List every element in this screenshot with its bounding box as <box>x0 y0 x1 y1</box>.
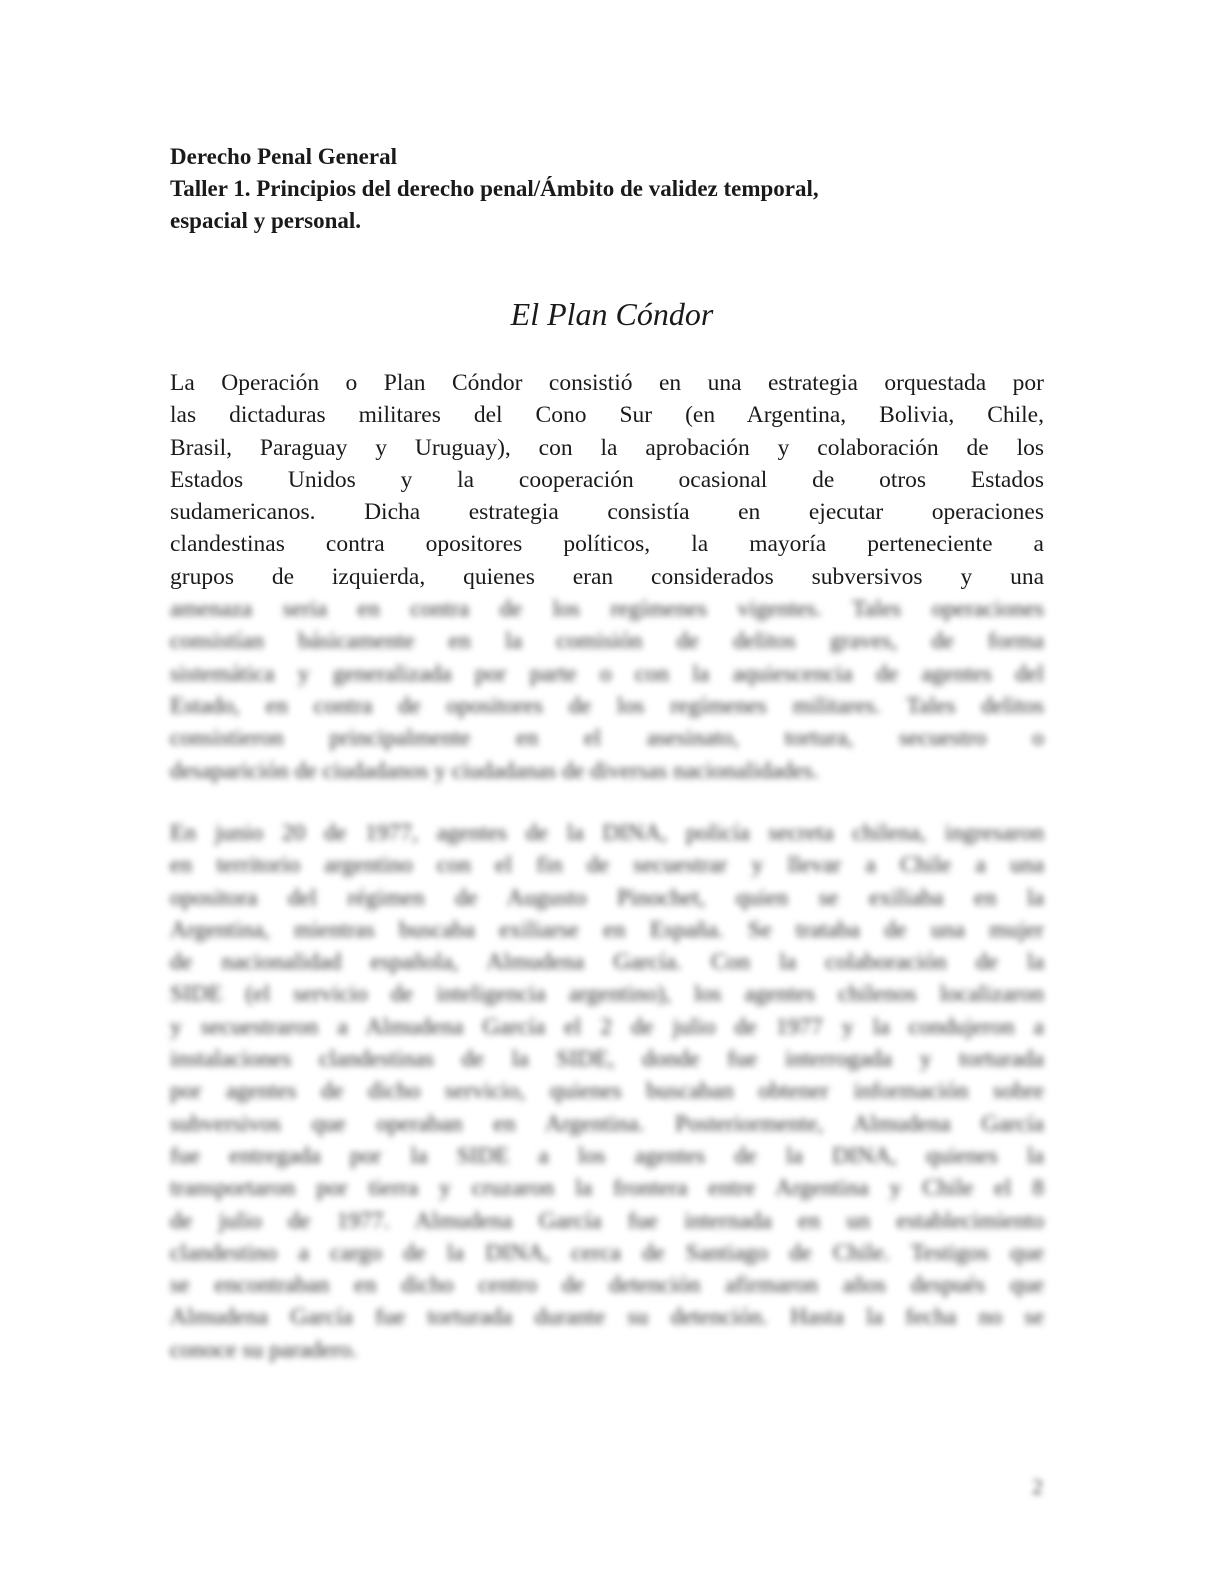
text-line: Estados Unidos y la cooperación ocasional de otros Estados <box>170 466 1044 493</box>
blurred-text-line: consistían básicamente en la comisión de delitos graves, de forma <box>170 628 1044 655</box>
blurred-text-line: de julio de 1977. Almudena García fue internada en un establecimiento <box>170 1207 1044 1234</box>
text-line: clandestinas contra opositores políticos, la mayoría perteneciente a <box>170 531 1044 558</box>
text-line: La Operación o Plan Cóndor consistió en una estrategia orquestada por <box>170 370 1044 396</box>
blurred-text-line: en territorio argentino con el fin de secuestrar y llevar a Chile a una <box>170 852 1044 879</box>
workshop-heading-line1: Taller 1. Principios del derecho penal/Ámbito de validez temporal, <box>170 176 819 201</box>
blurred-text-line: y secuestraron a Almudena García el 2 de julio de 1977 y la condujeron a <box>170 1013 1044 1040</box>
blurred-text-line: de nacionalidad española, Almudena García. Con la colaboración de la <box>170 949 1044 976</box>
blurred-text-line: conoce su paradero. <box>170 1336 358 1363</box>
blurred-text-line: transportaron por tierra y cruzaron la frontera entre Argentina y Chile el 8 <box>170 1175 1044 1202</box>
blurred-text-line: se encontraban en dicho centro de detención afirmaron años después que <box>170 1272 1044 1299</box>
blurred-text-line: sistemática y generalizada por parte o con la aquiescencia de agentes del <box>170 660 1044 687</box>
course-heading: Derecho Penal General <box>170 144 397 169</box>
text-line: grupos de izquierda, quienes eran considerados subversivos y una <box>170 563 1044 590</box>
blurred-text-line: fue entregada por la SIDE a los agentes de la DINA, quienes la <box>170 1142 1044 1169</box>
text-line: Brasil, Paraguay y Uruguay), con la aprobación y colaboración de los <box>170 434 1044 461</box>
workshop-heading-line2: espacial y personal. <box>170 208 362 233</box>
paragraph-1 <box>170 367 1044 787</box>
blurred-text-line: por agentes de dicho servicio, quienes buscaban obtener información sobre <box>170 1078 1044 1105</box>
text-line: sudamericanos. Dicha estrategia consistía en ejecutar operaciones <box>170 499 1044 526</box>
text-line: las dictaduras militares del Cono Sur (en Argentina, Bolivia, Chile, <box>170 402 1044 429</box>
blurred-text-line: consistieron principalmente en el asesinato, tortura, secuestro o <box>170 725 1044 752</box>
page-number: 2 <box>1032 1474 1043 1499</box>
blurred-text-line: Argentina, mientras buscaba exiliarse en España. Se trataba de una mujer <box>170 916 1044 943</box>
blurred-text-line: amenaza seria en contra de los regímenes vigentes. Tales operaciones <box>170 596 1044 623</box>
blurred-text-line: clandestino a cargo de la DINA, cerca de Santiago de Chile. Testigos que <box>170 1239 1044 1266</box>
blurred-text-line: En junio 20 de 1977, agentes de la DINA, policía secreta chilena, ingresaron <box>170 820 1044 846</box>
blurred-text-line: SIDE (el servicio de inteligencia argentino), los agentes chilenos localizaron <box>170 981 1044 1008</box>
paragraph-2 <box>170 817 1044 1366</box>
blurred-text-line: Estado, en contra de opositores de los regímenes militares. Tales delitos <box>170 692 1044 719</box>
blurred-text-line: subversivos que operaban en Argentina. Posteriormente, Almudena García <box>170 1110 1044 1137</box>
blurred-text-line: instalaciones clandestinas de la SIDE, donde fue interrogada y torturada <box>170 1046 1044 1073</box>
blurred-text-line: desaparición de ciudadanos y ciudadanas de diversas nacionalidades. <box>170 757 819 784</box>
document-title: El Plan Cóndor <box>510 296 714 332</box>
blurred-text-line: opositora del régimen de Augusto Pinochet, quien se exiliaba en la <box>170 884 1044 911</box>
blurred-text-line: Almudena García fue torturada durante su detención. Hasta la fecha no se <box>170 1304 1044 1331</box>
